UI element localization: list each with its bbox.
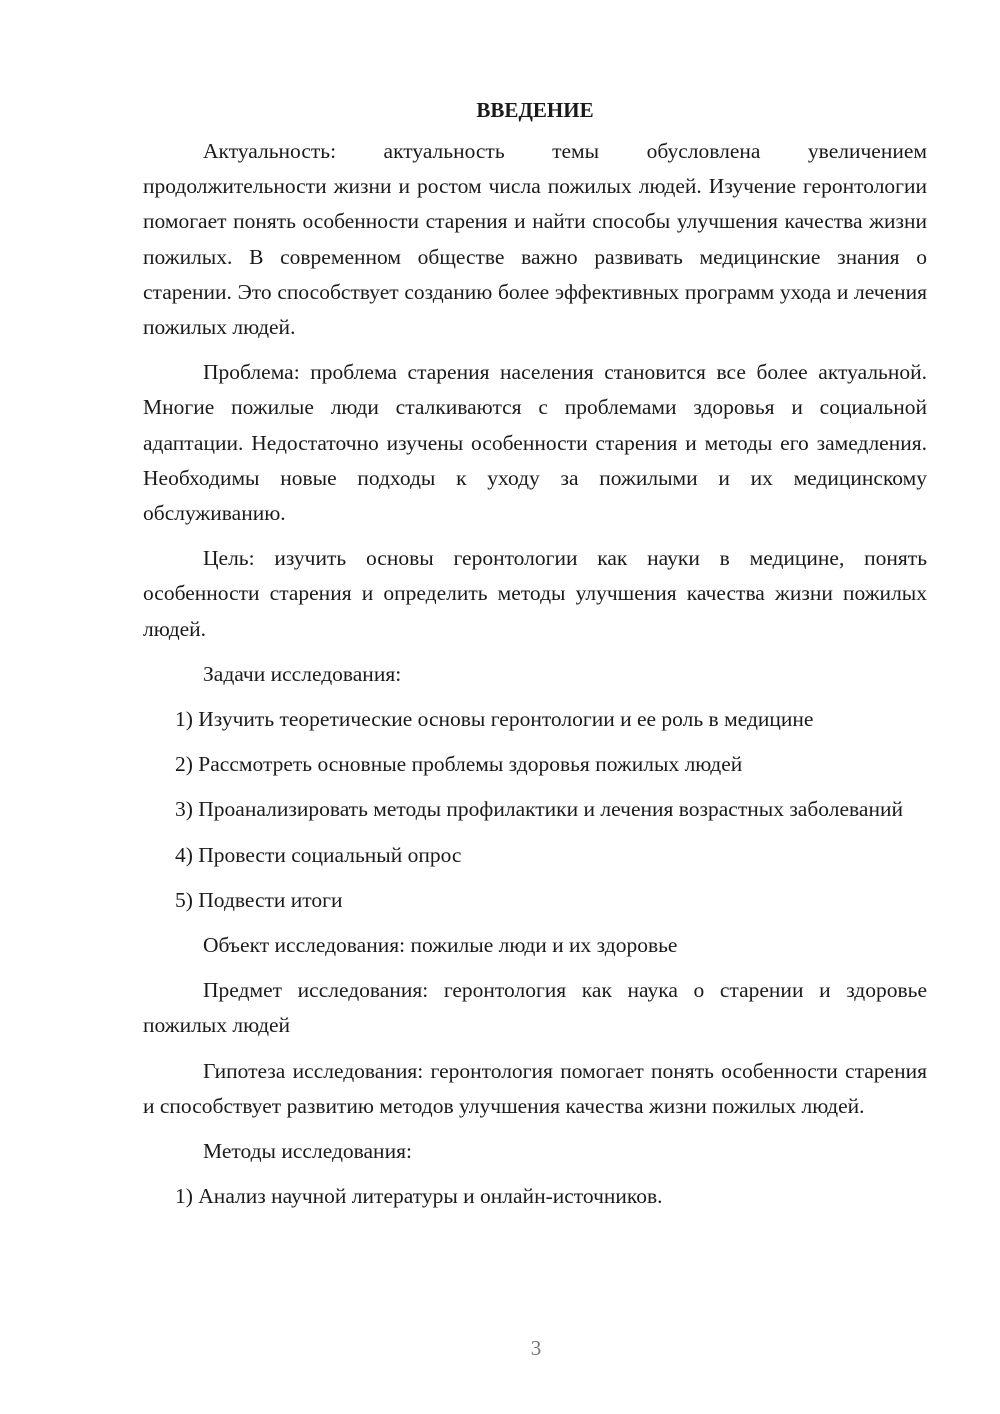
problem-paragraph: Проблема: проблема старения населения становится все более актуальной. Многие пожилые люди сталкиваются с проблемами здоровья и социальной адаптации. Недостаточно изучены особенности старения и методы его замедления. Необходимы новые подходы к уходу за пожилыми и их медицинскому обслуживанию. [143, 360, 927, 526]
methods-heading: Методы исследования: [203, 1139, 412, 1164]
tasks-heading: Задачи исследования: [203, 661, 402, 686]
hypothesis-paragraph: Гипотеза исследования: геронтология помогает понять особенности старения и способствует развитию методов улучшения качества жизни пожилых людей. [143, 1058, 927, 1118]
page-title: ВВЕДЕНИЕ [476, 98, 594, 122]
task-item-1: 1) Изучить теоретические основы геронтологии и ее роль в медицине [175, 707, 814, 732]
method-item-1: 1) Анализ научной литературы и онлайн-источников. [175, 1184, 663, 1209]
page-number: 3 [530, 1336, 542, 1360]
object-paragraph: Объект исследования: пожилые люди и их здоровье [203, 933, 678, 958]
subject-paragraph: Предмет исследования: геронтология как наука о старении и здоровье пожилых людей [143, 978, 927, 1038]
task-item-2: 2) Рассмотреть основные проблемы здоровья пожилых людей [175, 752, 743, 777]
relevance-paragraph: Актуальность: актуальность темы обусловлена увеличением продолжительности жизни и ростом числа пожилых людей. Изучение геронтологии помогает понять особенности старения и найти способы улучшения качества жизни пожилых. В современном обществе важно развивать медицинские знания о старении. Это способствует созданию более эффективных программ ухода и лечения пожилых людей. [143, 139, 927, 340]
goal-paragraph: Цель: изучить основы геронтологии как науки в медицине, понять особенности старения и определить методы улучшения качества жизни пожилых людей. [143, 546, 927, 641]
task-item-4: 4) Провести социальный опрос [175, 842, 462, 867]
page-content [143, 92, 927, 1224]
task-item-5: 5) Подвести итоги [175, 887, 343, 912]
task-item-3: 3) Проанализировать методы профилактики и лечения возрастных заболеваний [175, 797, 903, 822]
